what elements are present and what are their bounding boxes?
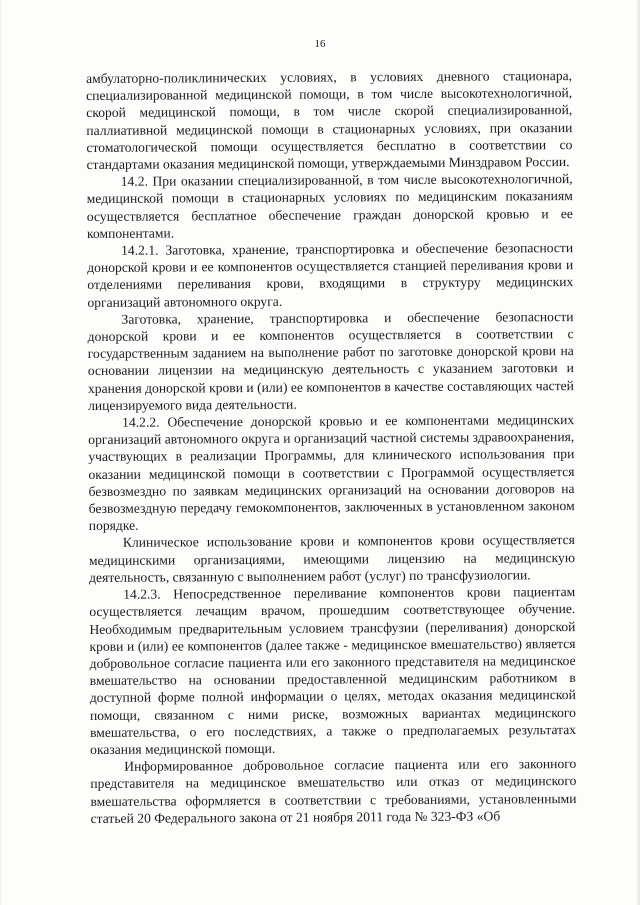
paragraph-continuation: амбулаторно-поликлинических условиях, в условиях дневного стационара, специализированной медицинской помощи, в том числе высокотехнологичной, скорой медицинской помощи, в том числе скорой специализированной, паллиативной медицинской помощи в стационарных условиях, при оказании стоматологической помощи осуществляется бесплатно в соответствии со стандартами оказания медицинской помощи, утверждаемыми Минздравом России. (86, 68, 573, 173)
paragraph-14-2-3: 14.2.3. Непосредственное переливание компонентов крови пациентам осуществляется лечащим врачом, прошедшим соответствующее обучение. Необходимым предварительным условием трансфузии (переливания) донорской крови и (или) ее компонентов (далее также - медицинское вмешательство) является добровольное согласие пациента или его законного представителя на медицинское вмешательство на основании предоставленной медицинским работником в доступной форме полной информации о целях, методах оказания медицинской помощи, связанном с ними риске, возможных вариантах медицинского вмешательства, о его последствиях, а также о предполагаемых результатах оказания медицинской помощи. (89, 584, 577, 757)
paragraph-14-2: 14.2. При оказании специализированной, в том числе высокотехнологичной, медицинской помощи в стационарных условиях по медицинским показаниям осуществляется бесплатное обеспечение граждан донорской кровью и ее компонентами. (86, 171, 573, 241)
page-number: 16 (314, 38, 326, 50)
paragraph-14-2-1: 14.2.1. Заготовка, хранение, транспортировка и обеспечение безопасности донорской крови и ее компонентов осуществляется станцией переливания крови и отделениями переливания крови, входящими в структуру медицинских организаций автономного округа. (87, 240, 574, 310)
paragraph-blood-procurement: Заготовка, хранение, транспортировка и обеспечение безопасности донорской крови и ее компонентов осуществляется в соответствии с государственным заданием на выполнение работ по заготовке донорской крови на основании лицензии на медицинскую деятельность с указанием заготовки и хранения донорской крови и (или) ее компонентов в качестве составляющих частей лицензируемого вида деятельности. (87, 308, 574, 413)
paragraph-clinical-use: Клиническое использование крови и компонентов крови осуществляется медицинскими организациями, имеющими лицензию на медицинскую деятельность, связанную с выполнением работ (услуг) по трансфузиологии. (88, 532, 576, 585)
paragraph-14-2-2: 14.2.2. Обеспечение донорской кровью и ее компонентами медицинских организаций автономного округа и организаций частной системы здравоохранения, участвующих в реализации Программы, для клинического использования при оказании медицинской помощи в соответствии с Программой осуществляется безвозмездно по заявкам медицинских организаций на основании договоров на безвозмездную передачу гемокомпонентов, заключенных в установленном законом порядке. (88, 412, 575, 534)
paragraph-informed-consent: Информированное добровольное согласие пациента или его законного представителя на медицинское вмешательство или отказ от медицинского вмешательства оформляется в соответствии с требованиями, установленными статьей 20 Федерального закона от 21 ноября 2011 года № 323-ФЗ «Об (90, 756, 577, 826)
scan-edge-left (0, 0, 2, 905)
document-text-body (86, 67, 577, 827)
